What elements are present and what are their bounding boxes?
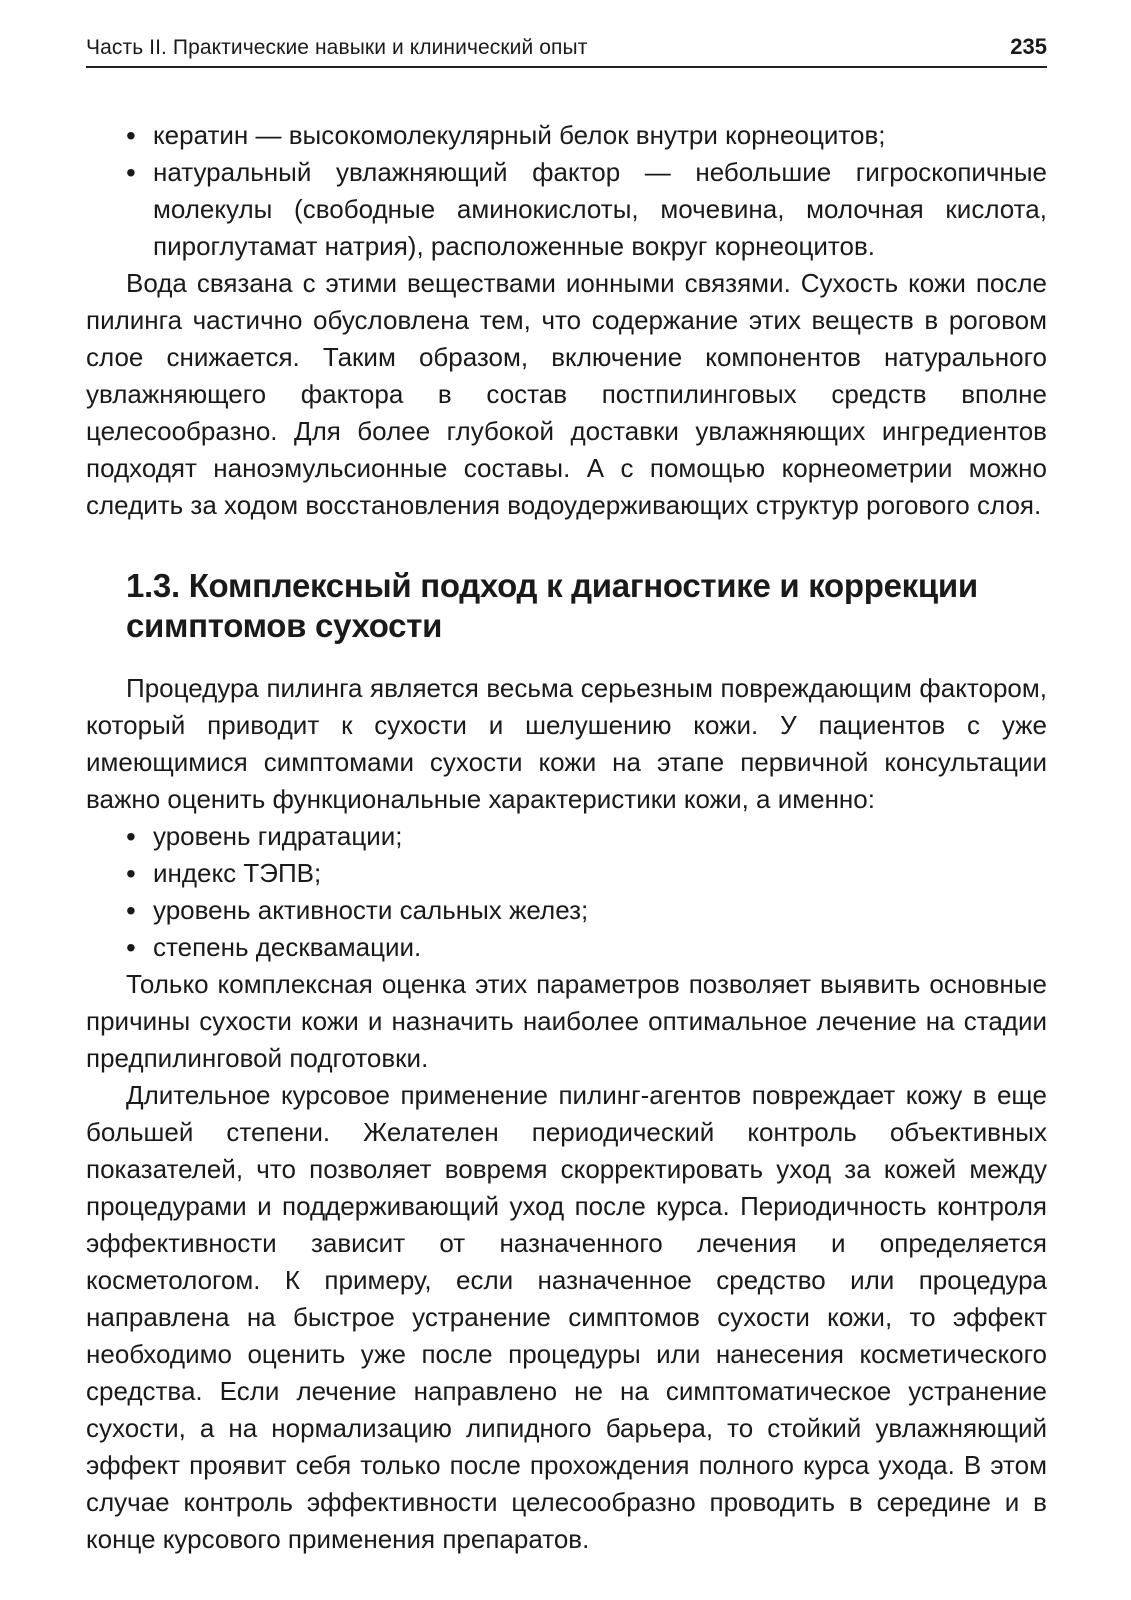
- paragraph: Процедура пилинга является весьма серьезным повреждающим фактором, который приводит к сухости и шелушению кожи. У пациентов с уже имеющимися симптомами сухости кожи на этапе первичной консультации важно оценить функциональные характеристики кожи, а именно:: [86, 673, 1047, 814]
- section-heading: 1.3. Комплексный подход к диагностике и коррекции симптомов сухости: [126, 567, 978, 644]
- bullet-list-section: [86, 818, 1047, 966]
- bullet-list-top: [86, 117, 1047, 265]
- page-number: 235: [1010, 34, 1047, 59]
- list-item: • индекс ТЭПВ;: [86, 855, 1047, 892]
- list-item: • кератин — высокомолекулярный белок внутри корнеоцитов;: [86, 117, 1047, 154]
- list-item: • уровень активности сальных желез;: [86, 892, 1047, 929]
- page-header: [86, 26, 1047, 68]
- list-item: • степень десквамации.: [86, 929, 1047, 966]
- paragraph: Только комплексная оценка этих параметров позволяет выявить основные причины сухости кожи и назначить наиболее оптимальное лечение на стадии предпилинговой подготовки.: [86, 969, 1047, 1073]
- list-item: • натуральный увлажняющий фактор — небольшие гигроскопичные молекулы (свободные аминокислоты, мочевина, молочная кислота, пироглутамат натрия), расположенные вокруг корнеоцитов.: [86, 154, 1047, 265]
- paragraph: Длительное курсовое применение пилинг-агентов повреждает кожу в еще большей степени. Желателен периодический контроль объективных показателей, что позволяет вовремя скорректировать уход за кожей между процедурами и поддерживающий уход после курса. Периодичность контроля эффективности зависит от назначенного лечения и определяется косметологом. К примеру, если назначенное средство или процедура направлена на быстрое устранение симптомов сухости кожи, то эффект необходимо оценить уже после процедуры или нанесения косметического средства. Если лечение направлено не на симптоматическое устранение сухости, а на нормализацию липидного барьера, то стойкий увлажняющий эффект проявит себя только после прохождения полного курса ухода. В этом случае контроль эффективности целесообразно проводить в середине и в конце курсового применения препаратов.: [86, 1080, 1047, 1554]
- running-title: Часть II. Практические навыки и клинический опыт: [86, 36, 588, 59]
- page-body: [86, 117, 1047, 1558]
- list-item: • уровень гидратации;: [86, 818, 1047, 855]
- paragraph: Вода связана с этими веществами ионными связями. Сухость кожи после пилинга частично обусловлена тем, что содержание этих веществ в роговом слое снижается. Таким образом, включение компонентов натурального увлажняющего фактора в состав постпилинговых средств вполне целесообразно. Для более глубокой доставки увлажняющих ингредиентов подходят наноэмульсионные составы. А с помощью корнеометрии можно следить за ходом восстановления водоудерживающих структур рогового слоя.: [86, 268, 1047, 520]
